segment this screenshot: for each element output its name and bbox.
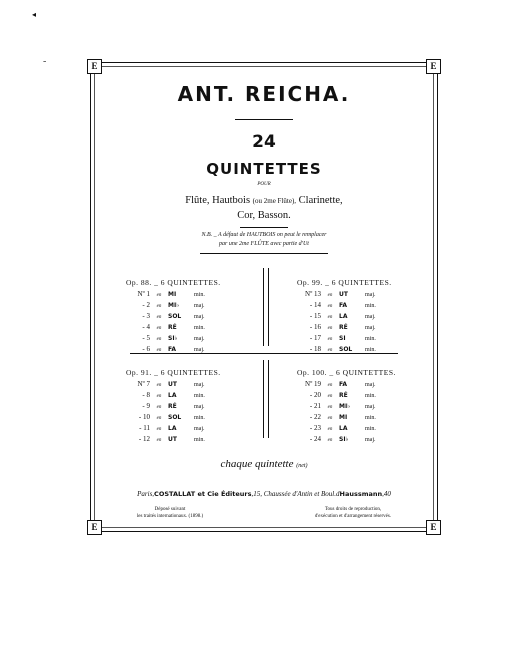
list-item: - 4 en RÉ min. xyxy=(142,323,205,331)
instrumentation-line-2: Cor, Basson. xyxy=(237,210,291,221)
list-item: - 24 en SI♭ maj. xyxy=(309,435,376,443)
deposit-line-2: les traités internationaux. (1898.) xyxy=(136,514,204,519)
opus-heading: Op. 88. _ 6 QUINTETTES. xyxy=(126,278,221,287)
price-suffix: (net) xyxy=(296,463,308,469)
work-count: 24 xyxy=(252,132,276,152)
publisher-city: Paris, xyxy=(137,490,155,498)
publisher-line xyxy=(90,490,438,498)
instrument-rule xyxy=(240,227,288,228)
corner-ornament-top-right: E xyxy=(426,59,441,74)
opus-88-list xyxy=(126,278,221,355)
opus-99-list xyxy=(297,278,392,355)
deposit-line-1: Déposé suivant xyxy=(154,507,186,512)
list-item: - 3 en SOL maj. xyxy=(142,312,205,320)
list-item: Nº 7 en UT maj. xyxy=(137,380,205,388)
title-rule xyxy=(235,119,293,120)
note-line-1: N.B. _ A défaut de HAUTBOIS on peut le remplacer xyxy=(201,232,327,238)
copyright-deposit xyxy=(120,506,220,520)
publisher-number: ,40 xyxy=(382,490,391,498)
publisher-name: COSTALLAT et Cie Éditeurs xyxy=(154,490,252,498)
price-label: chaque quintette xyxy=(220,458,294,470)
price-line xyxy=(90,458,438,470)
work-genre: QUINTETTES xyxy=(206,160,322,178)
opus-91-list xyxy=(126,368,221,445)
list-item: - 15 en LA maj. xyxy=(309,312,376,320)
list-item: - 20 en RÉ min. xyxy=(309,391,376,399)
list-item: - 22 en MI min. xyxy=(309,413,376,421)
list-item: Nº 1 en MI min. xyxy=(137,290,205,298)
rights-line-2: d'exécution et d'arrangement réservés. xyxy=(314,514,392,519)
title-page-frame xyxy=(90,62,438,532)
rights-reserved xyxy=(298,506,408,520)
ornamental-divider-top xyxy=(263,268,269,346)
instrument-alternative: (ou 2me Flûte), xyxy=(252,197,297,205)
list-item: - 18 en SOL min. xyxy=(309,345,376,353)
list-item: - 16 en RÉ maj. xyxy=(309,323,376,331)
list-item: - 21 en MI♭ maj. xyxy=(309,402,376,410)
list-item: Nº 19 en FA maj. xyxy=(305,380,376,388)
corner-ornament-bottom-left: E xyxy=(87,520,102,535)
opus-heading: Op. 91. _ 6 QUINTETTES. xyxy=(126,368,221,377)
composer-name: ANT. REICHA. xyxy=(177,82,351,106)
list-item: - 10 en SOL min. xyxy=(138,413,205,421)
instrumentation-line-1 xyxy=(90,195,438,206)
opus-100-list xyxy=(297,368,396,445)
opus-heading: Op. 100. _ 6 QUINTETTES. xyxy=(297,368,396,377)
list-item: - 2 en MI♭ maj. xyxy=(142,301,205,309)
page-mark-right: - xyxy=(43,56,47,67)
note-rule xyxy=(200,253,328,254)
list-item: - 9 en RÉ maj. xyxy=(142,402,205,410)
publisher-address: ,15, Chaussée d'Antin et Boul.d xyxy=(251,490,340,498)
list-item: - 17 en SI min. xyxy=(309,334,376,342)
list-item: Nº 13 en UT maj. xyxy=(305,290,376,298)
page-mark-left: ◂ xyxy=(32,10,37,19)
list-item: - 5 en SI♭ maj. xyxy=(142,334,205,342)
list-item: - 14 en FA min. xyxy=(309,301,376,309)
publisher-street: Haussmann xyxy=(339,490,383,498)
corner-ornament-bottom-right: E xyxy=(426,520,441,535)
pour-label: POUR xyxy=(257,182,271,187)
instrument-flute-oboe: Flûte, Hautbois xyxy=(185,195,251,206)
note-line-2: par une 2me FLÛTE avec partie d'Ut xyxy=(219,241,309,247)
corner-ornament-top-left: E xyxy=(87,59,102,74)
list-item: - 23 en LA min. xyxy=(309,424,376,432)
list-item: - 8 en LA min. xyxy=(142,391,205,399)
ornamental-divider-bottom xyxy=(263,360,269,438)
list-item: - 12 en UT min. xyxy=(138,435,205,443)
rights-line-1: Tous droits de reproduction, xyxy=(324,507,382,512)
opus-heading: Op. 99. _ 6 QUINTETTES. xyxy=(297,278,392,287)
list-item: - 6 en FA maj. xyxy=(142,345,205,353)
instrument-clarinet: Clarinette, xyxy=(298,195,343,206)
list-item: - 11 en LA maj. xyxy=(139,424,205,432)
